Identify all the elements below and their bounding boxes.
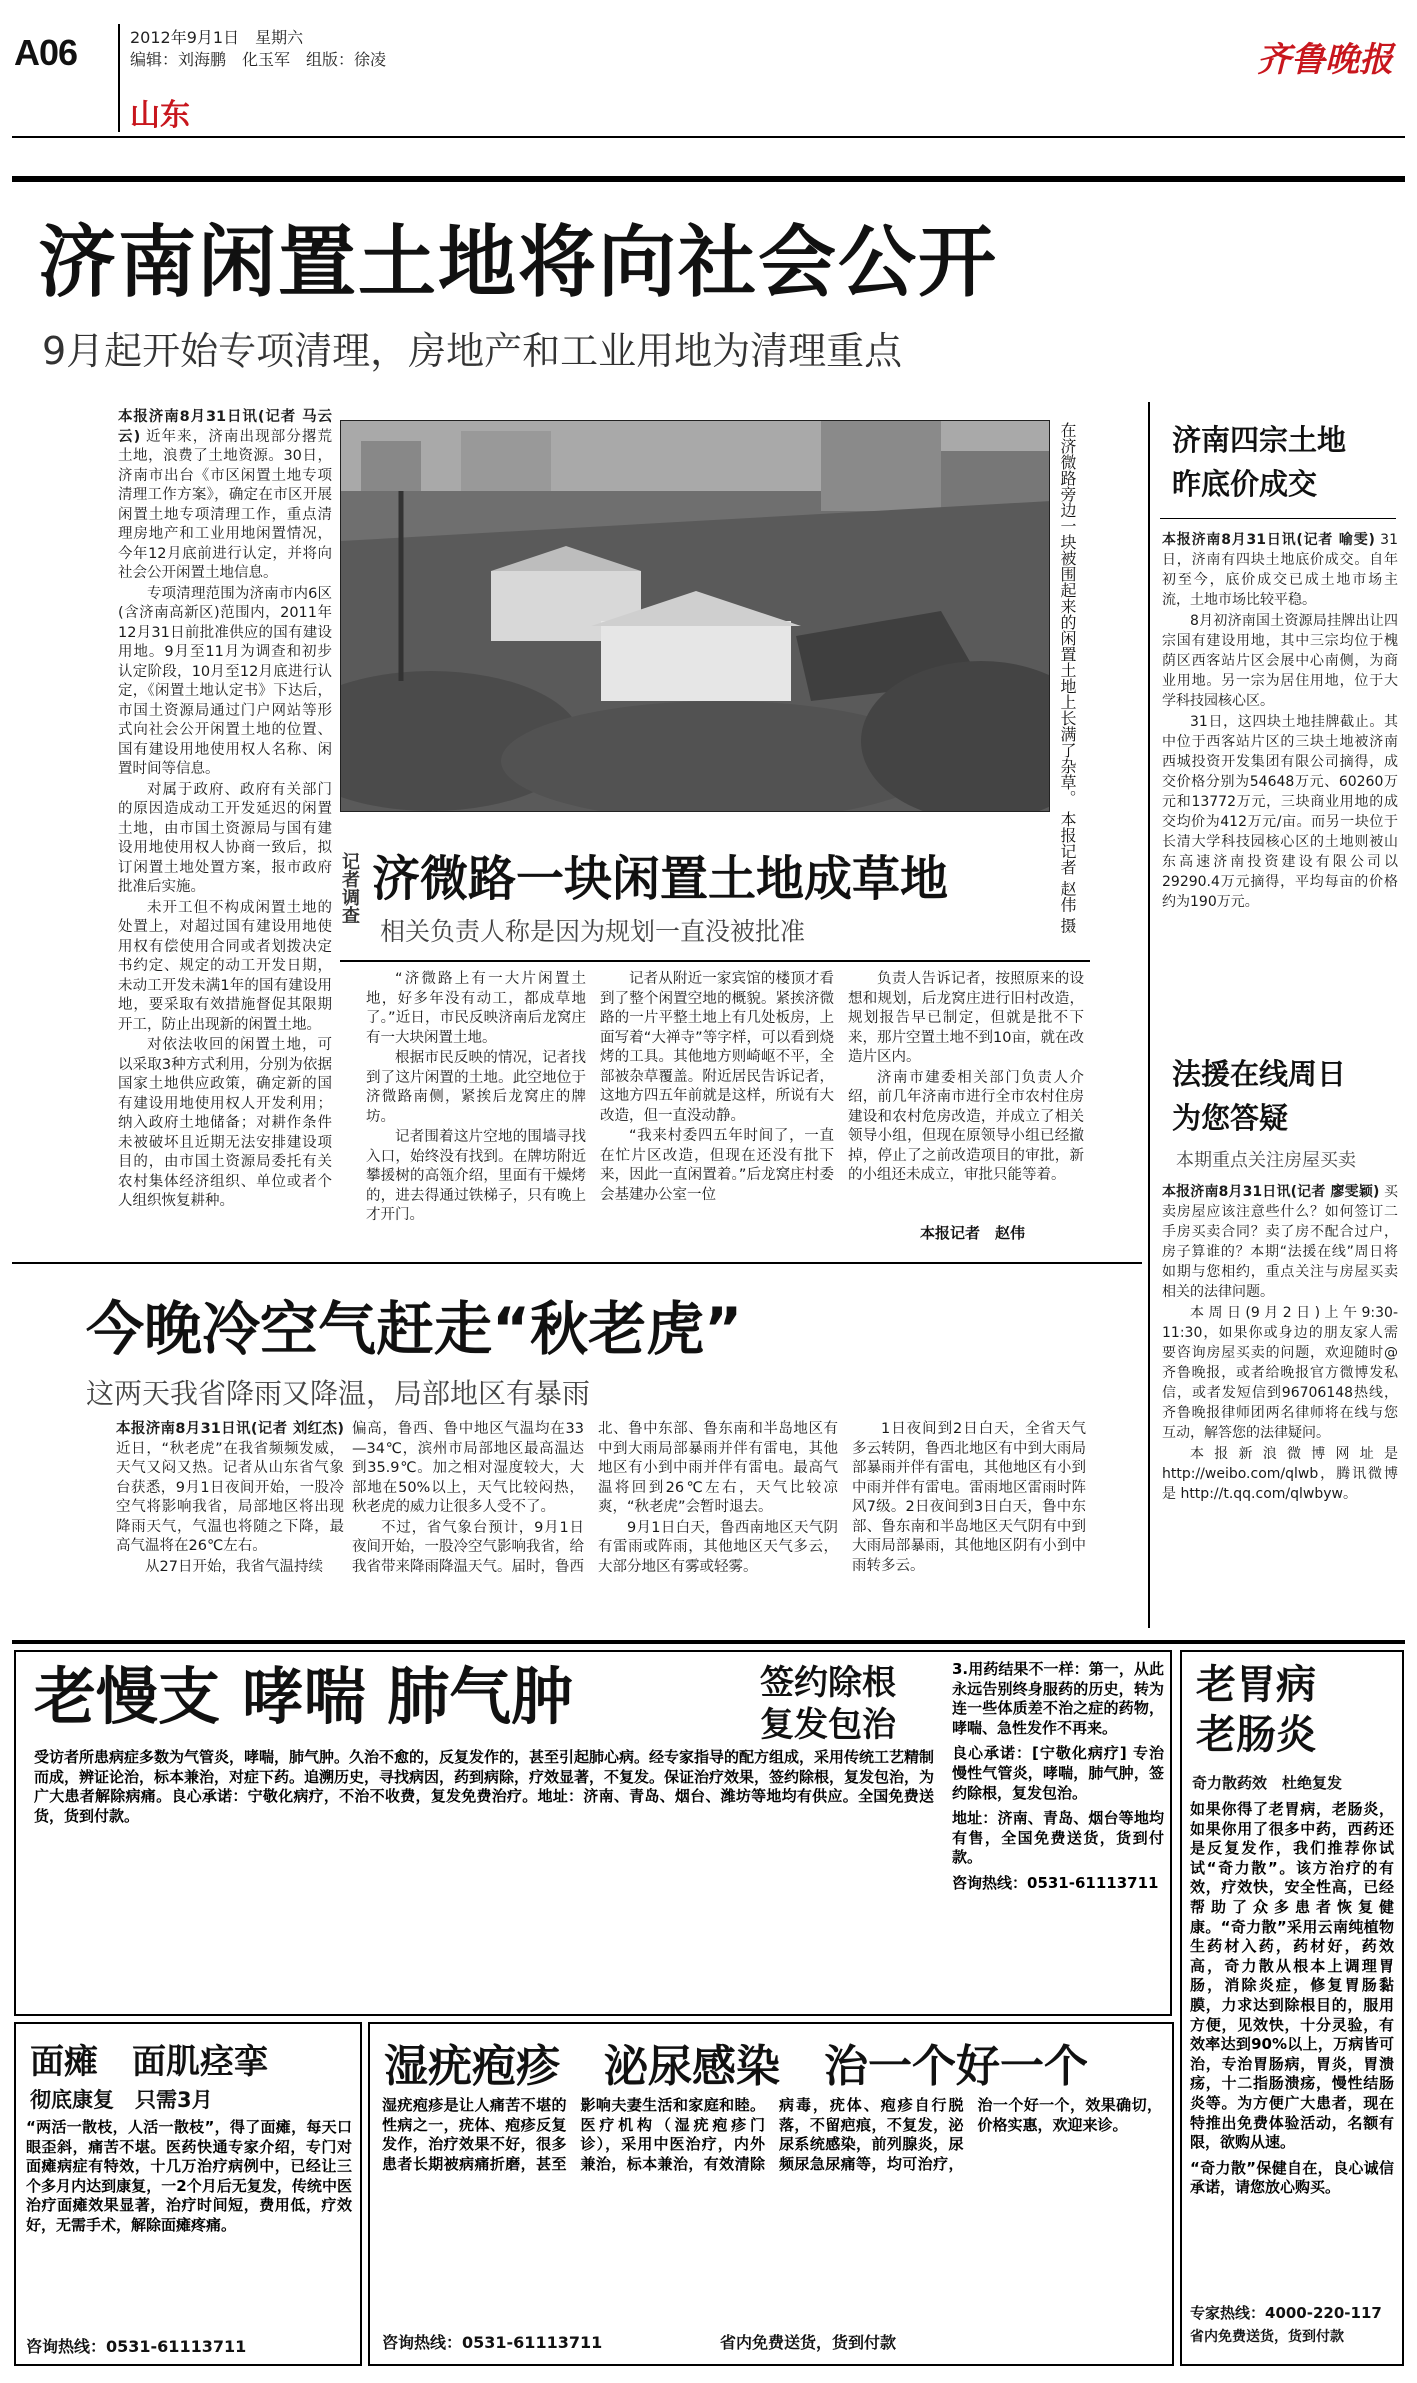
story2-col-c: [848, 970, 1084, 1220]
sidebar2-para-1: 买卖房屋应该注意些什么？如何签订二手房买卖合同？卖了房不配合过户，房子算谁的？本期“法援在线”周日将如期与您相约，重点关注与房屋买卖相关的法律问题。: [1162, 1184, 1398, 1300]
story2-rule: [340, 960, 1090, 962]
sidebar1-para-1: 31日，济南有四块土地底价成交。自年初至今，底价成交已成土地市场主流，土地市场比较平稳。: [1162, 532, 1398, 608]
story3-c-para-1: 北、鲁中东部、鲁东南和半岛地区有中到大雨局部暴雨并伴有雷电，其他地区有小到中雨并伴有雷电。最高气温将回到26℃左右，天气比较凉爽，“秋老虎”会暂时退去。: [598, 1421, 838, 1515]
sidebar1-byline: 本报济南8月31日讯(记者 喻雯): [1162, 532, 1375, 548]
story1-para-4: 未开工但不构成闲置土地的处置上，对超过国有建设用地使用权有偿使用合同或者划拨决定书约定、规定的动工开发日期，未动工开发未满1年的国有建设用地，要采取有效措施督促其限期开工，防止出现新的闲置土地。: [118, 899, 332, 1033]
ad2-footer: “奇力散”保健自在，良心诚信承诺，请您放心购买。: [1190, 2158, 1394, 2197]
ad4-phone: 咨询热线：0531-61113711: [382, 2333, 603, 2352]
story2-a-para-1: “济微路上有一大片闲置土地，好多年没有动工，都成草地了。”近日，市民反映济南后龙窝庄有一大块闲置土地。: [366, 971, 586, 1046]
ad3-body: “两活一散枝，人活一散枝”，得了面瘫，每天口眼歪斜，痛苦不堪。医药快通专家介绍，专门对面瘫病症有特效，十几万治疗病例中，已经让三个多月内达到康复，一2个月后无复发，传统中医治疗面瘫效果显著，治疗时间短，费用低，疗效好，无需手术，解除面瘫疼痛。: [26, 2118, 352, 2234]
sidebar-divider: [1148, 402, 1150, 1628]
ad2-subhead: 奇力散药效 杜绝复发: [1192, 1774, 1343, 1792]
ad2-body-text: 如果你得了老胃病，老肠炎，如果你用了很多中药，西药还是反复发作，我们推荐你试试“奇力散”。该方治疗的有效，疗效快，安全性高，已经帮助了众多患者恢复健康。“奇力散”采用云南纯植物生药材入药，药材好，药效高，奇力散从根本上调理胃肠，消除炎症，修复胃肠黏膜，力求达到除根目的，服用方便，见效快，十分灵验，有效率达到90%以上，万病皆可治，专治胃肠病，胃炎，胃溃疡，十二指肠溃疡，慢性结肠炎等。为方便广大患者，现在特推出免费体验活动，名额有限，欲购从速。: [1190, 1800, 1394, 2152]
story1-para-1: 近年来，济南出现部分撂荒土地，浪费了土地资源。30日，济南市出台《市区闲置土地专项清理工作方案》，确定在市区开展闲置土地专项清理工作，重点清理房地产和工业用地闲置情况，今年12月底前进行认定，并将向社会公开闲置土地信息。: [118, 428, 332, 581]
story1-body: [118, 408, 332, 1278]
news-photo: [340, 420, 1050, 812]
story2-a-para-2: 根据市民反映的情况，记者找到了这片闲置的土地。此空地位于济微路南侧，紧挨后龙窝庄的牌坊。: [366, 1050, 586, 1125]
main-subhead: 9月起开始专项清理，房地产和工业用地为清理重点: [42, 329, 903, 373]
sidebar1-headline-line1: 济南四宗土地: [1172, 423, 1347, 457]
newspaper-logo: 齐鲁晚报: [1257, 40, 1393, 80]
ad2-title: [1196, 1660, 1316, 1760]
photo-caption: 在济微路旁边一块被围起来的闲置土地上长满了杂草。 本报记者 赵伟 摄: [1058, 422, 1077, 934]
ad1-note-2: 良心承诺：[宁敬化病疗] 专治慢性气管炎，哮喘，肺气肿，签约除根，复发包治。: [952, 1744, 1164, 1802]
ad4-title: 湿疣疱疹 泌尿感染 治一个好一个: [384, 2041, 1088, 2092]
story2-a-para-3: 记者围着这片空地的围墙寻找入口，始终没有找到。在牌坊附近攀援树的高瓴介绍，里面有干燥烤的，进去得通过铁梯子，只有晚上才开门。: [366, 1129, 586, 1223]
ad1-body: 受访者所患病症多数为气管炎，哮喘，肺气肿。久治不愈的，反复发作的，甚至引起肺心病。经专家指导的配方组成，采用传统工艺精制而成，辨证论治，标本兼治，对症下药。追溯历史，寻找病因，药到病除，疗效显著，不复发。保证治疗效果，签约除根，复发包治，为广大患者解除病痛。良心承诺：宁敬化病疗，不治不收费，复发免费治疗。地址：济南、青岛、烟台、潍坊等地均有供应。全国免费送货，货到付款。: [34, 1748, 934, 1825]
issue-date: 2012年9月1日 星期六: [130, 28, 304, 47]
ad2-delivery: 省内免费送货，货到付款: [1190, 2329, 1344, 2345]
ad3-subtitle: 彻底康复 只需3月: [30, 2088, 213, 2112]
story1-byline: 本报济南8月31日讯(记者 马云云): [118, 409, 332, 445]
sidebar2-body: [1162, 1182, 1398, 1622]
ad1-title: 老慢支 哮喘 肺气肿: [34, 1660, 574, 1733]
sidebar1-rule: [1160, 518, 1396, 519]
sidebar1-body: [1162, 530, 1398, 1010]
story2-col-a: [366, 970, 586, 1240]
sidebar2-subhead: 本期重点关注房屋买卖: [1176, 1150, 1356, 1171]
story3-col-a: [116, 1420, 344, 1630]
sidebar2-byline: 本报济南8月31日讯(记者 廖雯颖): [1162, 1184, 1380, 1200]
ad-section-rule: [12, 1640, 1405, 1644]
story3-col-c: [598, 1420, 838, 1630]
story1-para-3: 对属于政府、政府有关部门的原因造成动工开发延迟的闲置土地，由市国土资源局与国有建设用地使用权人协商一致后，拟订闲置土地处置方案，报市政府批准后实施。: [118, 781, 332, 895]
ad3-title: 面瘫 面肌痉挛: [30, 2042, 268, 2082]
ad3-phone: 咨询热线：0531-61113711: [26, 2337, 247, 2356]
ad1-slogan-line2: 复发包治: [760, 1705, 896, 1745]
ad1-slogan: [760, 1662, 896, 1746]
story3-a-para-2: 从27日开始，我省气温持续: [145, 1558, 323, 1575]
header-rule: [12, 136, 1405, 138]
story2-author: 本报记者 赵伟: [920, 1224, 1026, 1242]
editor-credits: 编辑：刘海鹏 化玉军 组版：徐凌: [130, 50, 387, 69]
story3-headline: 今晚冷空气赶走“秋老虎”: [86, 1295, 743, 1363]
top-thick-rule: [12, 176, 1405, 182]
story3-b-para-2: 不过，省气象台预计，9月1日夜间开始，一股冷空气影响我省，给我省带来降雨降温天气。届时，鲁西: [352, 1519, 584, 1575]
sidebar2-headline: [1172, 1052, 1346, 1140]
sidebar1-para-3: 31日，这四块土地挂牌截止。其中位于西客站片区的三块土地被济南西城投资开发集团有限公司摘得，成交价格分别为54648万元、60260万元和13772万元，三块商业用地的成交均价为412万元/亩。而另一块位于长清大学科技园核心区的土地则被山东高速济南投资建设有限公司以29290.4万元摘得，平均每亩的价格约为190万元。: [1162, 714, 1398, 910]
story3-a-para-1: 近日，“秋老虎”在我省频频发威，天气又闷又热。记者从山东省气象台获悉，9月1日夜间开始，一股冷空气将影响我省，局部地区将出现降雨天气，气温也将随之下降，最高气温将在26℃左右。: [116, 1440, 344, 1554]
header-divider: [118, 24, 120, 132]
story2-headline: 济微路一块闲置土地成草地: [372, 851, 949, 907]
story2-c-para-1: 负责人告诉记者，按照原来的设想和规划，后龙窝庄进行旧村改造，规划报告早已制定，但就是批不下来，那片空置土地不到10亩，就在改造片区内。: [848, 971, 1084, 1065]
ad4-delivery: 省内免费送货，货到付款: [720, 2333, 897, 2352]
ad1-slogan-line1: 签约除根: [760, 1663, 896, 1703]
story3-d-para-1: 1日夜间到2日白天，全省天气多云转阴，鲁西北地区有中到大雨局部暴雨并伴有雷电，其他地区有小到中雨并伴有雷电。雷雨地区雷雨时阵风7级。2日夜间到3日白天，鲁中东部、鲁东南和半岛地区天气阴有中到大雨局部暴雨，其他地区阴有小到中雨转多云。: [852, 1421, 1086, 1574]
main-headline: 济南闲置土地将向社会公开: [38, 218, 999, 308]
story3-byline: 本报济南8月31日讯(记者 刘红杰): [116, 1421, 344, 1437]
ad4-body: 湿疣疱疹是让人痛苦不堪的性病之一，疣体、疱疹反复发作，治疗效果不好，很多患者长期被病痛折磨，甚至影响夫妻生活和家庭和睦。医疗机构（湿疣疱疹门诊），采用中医治疗，内外兼治，标本兼治，有效清除病毒，疣体、疱疹自行脱落，不留疤痕，不复发，泌尿系统感染，前列腺炎，尿频尿急尿痛等，均可治疗，治一个好一个，效果确切，价格实惠，欢迎来诊。: [382, 2096, 1162, 2173]
ad1-side-notes: [952, 1660, 1164, 2004]
story1-para-2: 专项清理范围为济南市内6区(含济南高新区)范围内，2011年12月31日前批准供应的国有建设用地。9月至11月为调查和初步认定阶段，10月至12月底进行认定，《闲置土地认定书》下达后，市国土资源局通过门户网站等形式向社会公开闲置土地的位置、国有建设用地使用权人名称、闲置时间等信息。: [118, 585, 332, 777]
story2-c-para-2: 济南市建委相关部门负责人介绍，前几年济南市进行全市农村住房建设和农村危房改造，并成立了相关领导小组，但现在原领导小组已经撤掉，停止了之前改造项目的审批，新的小组还未成立，审批只能等着。: [848, 1069, 1084, 1183]
ad2-phone: 专家热线：4000-220-117: [1190, 2304, 1382, 2322]
story3-b-para-1: 偏高，鲁西、鲁中地区气温均在33—34℃，滨州市局部地区最高温达到35.9℃。加之相对湿度较大，大部地在50%以上，天气比较闷热，秋老虎的威力让很多人受不了。: [352, 1421, 584, 1515]
story2-tag: 记者调查: [339, 852, 360, 924]
ad2-title-line2: 老肠炎: [1196, 1711, 1316, 1758]
section-name: 山东: [130, 98, 190, 133]
story1-para-5: 对依法收回的闲置土地，可以采取3种方式利用，分别为依据国家土地供应政策，确定新的国有建设用地使用权人开发利用；纳入政府土地储备；对耕作条件未被破坏且近期无法安排建设项目的，由市国土资源局委托有关农村集体经济组织、单位或者个人组织恢复耕种。: [118, 1037, 332, 1209]
sidebar2-para-2: 本周日(9月2日)上午9:30-11:30，如果你或身边的朋友家人需要咨询房屋买卖的问题，欢迎随时@齐鲁晚报，或者给晚报官方微博发私信，或者发短信到96706148热线，齐鲁晚报律师团两名律师将在线与您互动，解答您的法律疑问。: [1162, 1305, 1398, 1441]
vacant-land-photo: [341, 421, 1050, 812]
story3-subhead: 这两天我省降雨又降温，局部地区有暴雨: [86, 1377, 591, 1410]
sidebar1-para-2: 8月初济南国土资源局挂牌出让四宗国有建设用地，其中三宗均位于槐荫区西客站片区会展中心南侧，为商业用地。另一宗为居住用地，位于大学科技园核心区。: [1162, 613, 1398, 709]
story2-b-para-2: “我来村委四五年时间了，一直在忙片区改造，但现在还没有批下来，因此一直闲置着。”后龙窝庄村委会基建办公室一位: [600, 1128, 834, 1203]
story2-b-para-1: 记者从附近一家宾馆的楼顶才看到了整个闲置空地的概貌。紧挨济微路的一片平整土地上有几处板房，上面写着“大禅寺”等字样，可以看到烧烤的工具。其他地方则崎岖不平，全部被杂草覆盖。附近居民告诉记者，这地方四五年前就是这样，所说有大改造，但一直没动静。: [600, 971, 834, 1124]
ad1-note-1: 3.用药结果不一样：第一，从此永远告别终身服药的历史，转为连一些体质差不治之症的药物，哮喘、急性发作不再来。: [952, 1660, 1164, 1737]
sidebar2-para-3: 本报新浪微博网址是 http://weibo.com/qlwb，腾讯微博是 http://t.qq.com/qlwbyw。: [1162, 1446, 1398, 1502]
story2-col-b: [600, 970, 834, 1240]
story3-col-d: [852, 1420, 1086, 1630]
sidebar2-headline-line1: 法援在线周日: [1172, 1057, 1347, 1091]
ad2-title-line1: 老胃病: [1196, 1661, 1316, 1708]
story3-c-para-2: 9月1日白天，鲁西南地区天气阴有雷雨或阵雨，其他地区天气多云，大部分地区有雾或轻雾。: [598, 1519, 838, 1575]
story2-subhead: 相关负责人称是因为规划一直没被批准: [380, 917, 806, 946]
sidebar2-headline-line2: 为您答疑: [1172, 1101, 1289, 1135]
ad2-body: [1190, 1800, 1394, 2250]
sidebar1-headline: [1172, 418, 1346, 506]
ad1-phone: 咨询热线：0531-61113711: [952, 1873, 1159, 1892]
ad1-note-3: 地址：济南、青岛、烟台等地均有售，全国免费送货，货到付款。: [952, 1809, 1164, 1867]
story3-top-rule: [12, 1262, 1142, 1264]
page-number: A06: [14, 32, 78, 73]
story3-col-b: [352, 1420, 584, 1630]
sidebar1-headline-line2: 昨底价成交: [1172, 467, 1318, 501]
